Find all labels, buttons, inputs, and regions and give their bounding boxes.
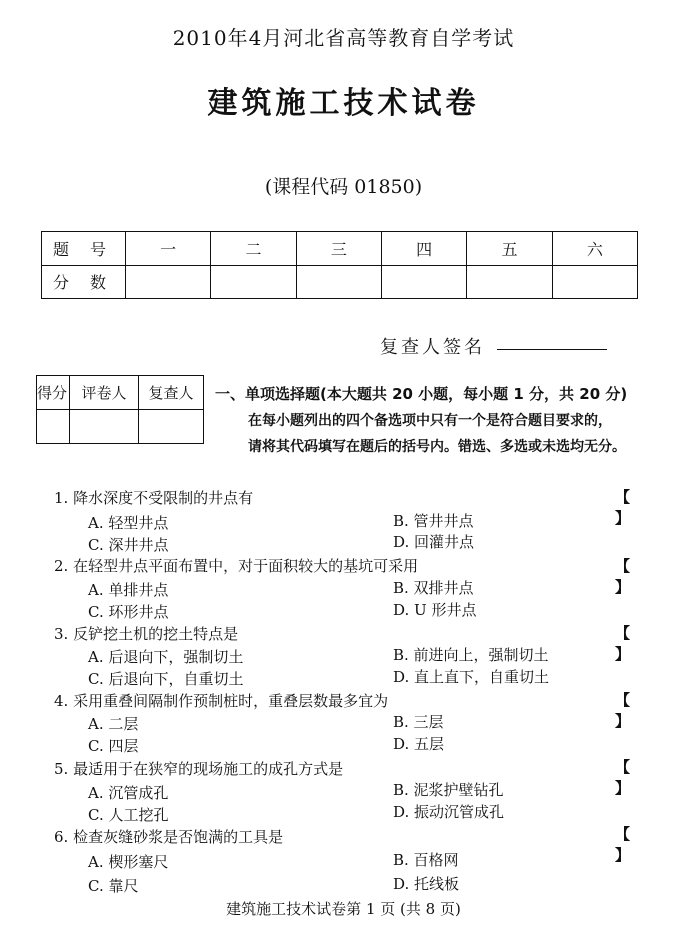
score-cell[interactable] (467, 265, 552, 299)
score-table-label-score: 分 数 (42, 265, 126, 299)
question-5-option-a: A. 沉管成孔 (88, 784, 169, 802)
question-1-answer-bracket[interactable]: 【 】 (615, 488, 651, 527)
question-3-option-d: D. 直上直下，自重切土 (393, 668, 550, 686)
question-2-option-b: B. 双排井点 (393, 579, 474, 597)
question-6-option-c: C. 靠尺 (88, 877, 139, 895)
question-3-option-a: A. 后退向下，强制切土 (88, 648, 244, 666)
question-5-option-b: B. 泥浆护壁钻孔 (393, 781, 504, 799)
question-3-option-c: C. 后退向下，自重切土 (88, 670, 244, 688)
score-table-col-3: 三 (296, 232, 381, 266)
score-cell[interactable] (552, 265, 637, 299)
page-footer: 建筑施工技术试卷第 1 页 (共 8 页) (226, 900, 461, 918)
score-table-col-5: 五 (467, 232, 552, 266)
score-table-col-4: 四 (381, 232, 466, 266)
question-4-stem: 4. 采用重叠间隔制作预制桩时，重叠层数最多宜为 (54, 692, 389, 710)
exam-header: 2010年4月河北省高等教育自学考试 (172, 26, 515, 50)
question-1-option-b: B. 管井井点 (393, 512, 474, 530)
section-score-table (36, 375, 204, 444)
question-3-answer-bracket[interactable]: 【 】 (615, 624, 651, 663)
score-table (41, 231, 638, 299)
question-4-option-d: D. 五层 (393, 735, 445, 753)
question-6-option-b: B. 百格网 (393, 851, 459, 869)
question-4-option-b: B. 三层 (393, 713, 444, 731)
score-table-col-6: 六 (552, 232, 637, 266)
section-instruction-line-2: 请将其代码填写在题后的括号内。错选、多选或未选均无分。 (248, 439, 626, 455)
question-4-option-a: A. 二层 (88, 715, 139, 733)
small-table-header-grader: 评卷人 (70, 376, 139, 410)
paper-title: 建筑施工技术试卷 (207, 86, 480, 121)
question-4-option-c: C. 四层 (88, 737, 139, 755)
question-2-option-c: C. 环形井点 (88, 603, 169, 621)
small-table-header-score: 得分 (37, 376, 70, 410)
reviewer-signature-label: 复查人签名 (380, 337, 485, 358)
score-cell[interactable] (296, 265, 381, 299)
small-table-header-reviewer: 复查人 (139, 376, 204, 410)
score-table-row-scores (42, 265, 638, 299)
question-1-option-a: A. 轻型井点 (88, 514, 169, 532)
small-table-cell[interactable] (139, 410, 204, 444)
question-1-stem: 1. 降水深度不受限制的井点有 (54, 489, 254, 507)
question-5-answer-bracket[interactable]: 【 】 (615, 758, 651, 797)
score-table-col-2: 二 (211, 232, 296, 266)
score-cell[interactable] (126, 265, 211, 299)
question-1-option-d: D. 回灌井点 (393, 533, 475, 551)
reviewer-signature-line[interactable] (497, 349, 607, 350)
score-cell[interactable] (211, 265, 296, 299)
score-cell[interactable] (381, 265, 466, 299)
question-2-answer-bracket[interactable]: 【 】 (615, 557, 651, 596)
question-6-option-d: D. 托线板 (393, 875, 460, 893)
question-3-stem: 3. 反铲挖土机的挖土特点是 (54, 625, 239, 643)
question-5-option-d: D. 振动沉管成孔 (393, 803, 505, 821)
question-2-stem: 2. 在轻型井点平面布置中，对于面积较大的基坑可采用 (54, 557, 419, 575)
score-table-row-headers (42, 232, 638, 266)
question-3-option-b: B. 前进向上，强制切土 (393, 646, 549, 664)
small-table-cell[interactable] (37, 410, 70, 444)
section-heading: 一、单项选择题(本大题共 20 小题，每小题 1 分，共 20 分) (215, 385, 628, 403)
small-table-cell[interactable] (70, 410, 139, 444)
question-5-stem: 5. 最适用于在狭窄的现场施工的成孔方式是 (54, 760, 344, 778)
section-instruction-line-1: 在每小题列出的四个备选项中只有一个是符合题目要求的， (248, 413, 612, 429)
score-table-label-number: 题 号 (42, 232, 126, 266)
question-6-option-a: A. 楔形塞尺 (88, 853, 169, 871)
question-1-option-c: C. 深井井点 (88, 536, 169, 554)
course-code: (课程代码 01850) (264, 176, 423, 198)
score-table-col-1: 一 (126, 232, 211, 266)
question-2-option-d: D. U 形井点 (393, 601, 477, 619)
question-4-answer-bracket[interactable]: 【 】 (615, 691, 651, 730)
question-6-answer-bracket[interactable]: 【 】 (615, 825, 651, 864)
question-5-option-c: C. 人工挖孔 (88, 806, 169, 824)
question-2-option-a: A. 单排井点 (88, 581, 169, 599)
question-6-stem: 6. 检查灰缝砂浆是否饱满的工具是 (54, 828, 284, 846)
